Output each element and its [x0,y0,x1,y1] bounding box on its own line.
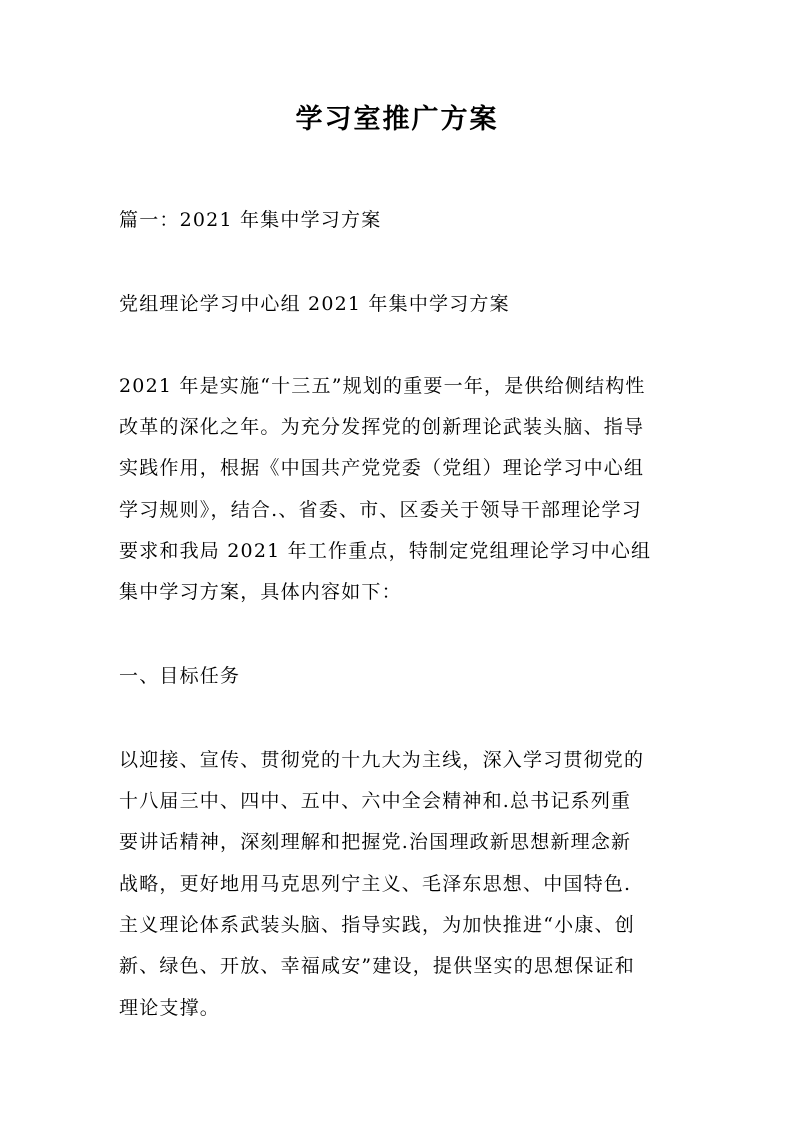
paragraph-line: 要求和我局 2021 年工作重点，特制定党组理论学习中心组 [119,540,652,562]
paragraph-line: 学习规则》，结合.、省委、市、区委关于领导干部理论学习 [119,499,642,521]
paragraph-line: 以迎接、宣传、贯彻党的十九大为主线，深入学习贯彻党的 [119,749,645,771]
document-title: 学习室推广方案 [295,104,499,135]
document-subtitle: 党组理论学习中心组 2021 年集中学习方案 [119,293,510,315]
section-heading: 篇一：2021 年集中学习方案 [119,209,382,231]
part1-heading: 一、目标任务 [119,665,241,687]
paragraph-line: 2021 年是实施“十三五”规划的重要一年，是供给侧结构性 [119,375,646,397]
paragraph-line: 新、绿色、开放、幸福咸安”建设，提供坚实的思想保证和 [119,955,635,977]
paragraph-line: 集中学习方案，具体内容如下： [119,581,402,603]
paragraph-line: 十八届三中、四中、五中、六中全会精神和.总书记系列重 [119,790,632,812]
paragraph-line: 战略，更好地用马克思列宁主义、毛泽东思想、中国特色. [119,873,632,895]
paragraph-line: 要讲话精神，深刻理解和把握党.治国理政新思想新理念新 [119,831,632,853]
paragraph-line: 理论支撑。 [119,997,221,1019]
paragraph-line: 实践作用，根据《中国共产党党委（党组）理论学习中心组 [119,457,645,479]
paragraph-line: 改革的深化之年。为充分发挥党的创新理论武装头脑、指导 [119,416,645,438]
paragraph-line: 主义理论体系武装头脑、指导实践，为加快推进“小康、创 [119,914,635,936]
